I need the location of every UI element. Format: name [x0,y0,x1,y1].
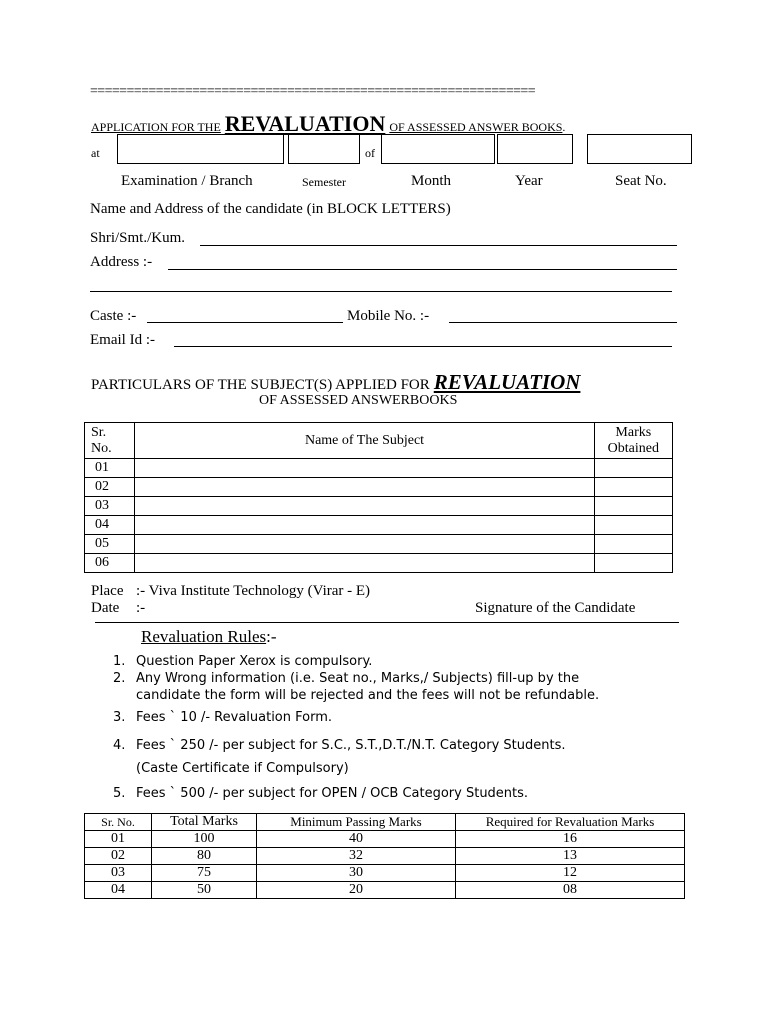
rules-heading-suffix: :- [266,627,277,646]
caste-input[interactable] [147,322,343,323]
marks-cell-value: 03 [85,865,152,882]
rule-number: 4. [113,738,126,753]
date-label: Date [91,600,120,616]
semester-input[interactable] [288,134,360,164]
rule-number: 5. [113,786,126,801]
marks-table-header: Total Marks [152,814,257,831]
particulars-heading-main: REVALUATION [433,370,581,394]
title-main: REVALUATION [224,111,386,136]
rules-heading [141,627,277,647]
title-suffix: OF ASSESSED ANSWER BOOKS [389,120,563,134]
marks-cell[interactable] [594,535,672,554]
mobile-label: Mobile No. :- [347,308,430,324]
rule-item-continued [136,688,599,703]
marks-cell-value: 12 [456,865,685,882]
marks-cell-value: 30 [257,865,456,882]
subject-name-cell[interactable] [135,497,594,516]
sr-header [85,423,135,459]
rule-item [113,738,566,753]
rule-text: Question Paper Xerox is compulsory. [136,654,373,669]
rule-text: Fees ` 250 /- per subject for S.C., S.T.,D.T./N.T. Category Students. [136,738,566,753]
month-input[interactable] [381,134,495,164]
name-label: Shri/Smt./Kum. [90,230,186,246]
subject-header: Name of The Subject [135,423,594,459]
subject-name-cell[interactable] [135,535,594,554]
rule-item-continued [136,761,349,776]
signature-label: Signature of the Candidate [475,600,636,616]
marks-table-header: Sr. No. [85,814,152,831]
title-prefix: APPLICATION FOR THE [91,120,221,134]
marks-table-row [85,848,685,865]
marks-cell-value: 32 [257,848,456,865]
subject-row [85,478,673,497]
marks-cell[interactable] [594,554,672,573]
marks-table-row [85,831,685,848]
marks-cell-value: 02 [85,848,152,865]
passing-marks-table [84,813,685,899]
of-label: of [365,146,375,160]
header-separator: ============================================================= [90,84,536,99]
subject-row-sr: 02 [85,478,135,497]
subject-row-sr: 01 [85,459,135,478]
subject-name-cell[interactable] [135,478,594,497]
marks-header-line1: Marks [615,424,652,440]
rule-text: Fees ` 500 /- per subject for OPEN / OCB Category Students. [136,786,529,801]
place-value: :- Viva Institute Technology (Virar - E) [136,583,371,599]
year-label: Year [515,173,543,189]
name-address-heading: Name and Address of the candidate (in BLOCK LETTERS) [90,201,451,217]
rule-number: 3. [113,710,126,725]
address-label: Address :- [90,254,153,270]
caste-label: Caste :- [90,308,137,324]
marks-table-row [85,882,685,899]
marks-table-header-row [85,814,685,831]
marks-cell-value: 40 [257,831,456,848]
particulars-heading-line2: OF ASSESSED ANSWERBOOKS [259,393,458,408]
footer-divider [95,622,679,623]
rule-text-line2: (Caste Certificate if Compulsory) [136,761,349,776]
place-label: Place [91,583,124,599]
seat-no-label: Seat No. [615,173,667,189]
subjects-header-row [85,423,673,459]
subject-row [85,554,673,573]
rule-number: 2. [113,671,126,686]
marks-cell[interactable] [594,459,672,478]
marks-cell-value: 04 [85,882,152,899]
marks-cell-value: 01 [85,831,152,848]
marks-cell-value: 50 [152,882,257,899]
marks-cell-value: 75 [152,865,257,882]
rules-heading-text: Revaluation Rules [141,627,267,646]
marks-cell-value: 100 [152,831,257,848]
marks-cell-value: 08 [456,882,685,899]
rule-text: Fees ` 10 /- Revaluation Form. [136,710,333,725]
subject-name-cell[interactable] [135,459,594,478]
rule-item [113,671,579,686]
seat-no-input[interactable] [587,134,692,164]
particulars-heading [91,370,580,395]
marks-cell-value: 13 [456,848,685,865]
mobile-input[interactable] [449,322,677,323]
rule-text: Any Wrong information (i.e. Seat no., Marks,/ Subjects) fill-up by the [136,671,580,686]
subject-name-cell[interactable] [135,554,594,573]
date-value: :- [136,600,146,616]
sr-header-line2: No. [91,440,112,456]
subject-row [85,497,673,516]
marks-cell-value: 16 [456,831,685,848]
marks-table-header: Minimum Passing Marks [257,814,456,831]
address-input[interactable] [168,269,677,270]
title-end: . [562,120,566,134]
marks-header-line2: Obtained [607,440,659,456]
marks-cell-value: 20 [257,882,456,899]
exam-branch-input[interactable] [117,134,284,164]
rule-item [113,786,528,801]
marks-table-row [85,865,685,882]
rule-item [113,710,332,725]
particulars-heading-prefix: PARTICULARS OF THE SUBJECT(S) APPLIED FOR [91,377,430,393]
rule-number: 1. [113,654,126,669]
rule-text-line2: candidate the form will be rejected and the fees will not be refundable. [136,688,600,703]
subject-row [85,459,673,478]
rule-item [113,654,372,669]
subject-name-cell[interactable] [135,516,594,535]
email-label: Email Id :- [90,332,155,348]
marks-table-header: Required for Revaluation Marks [456,814,685,831]
subject-row-sr: 03 [85,497,135,516]
subject-row [85,516,673,535]
semester-label: Semester [302,175,346,189]
email-input[interactable] [174,346,672,347]
subject-row-sr: 06 [85,554,135,573]
marks-cell[interactable] [594,478,672,497]
exam-branch-label: Examination / Branch [121,173,253,189]
marks-cell[interactable] [594,497,672,516]
marks-cell-value: 80 [152,848,257,865]
marks-header [594,423,672,459]
subject-row-sr: 05 [85,535,135,554]
name-input[interactable] [200,245,677,246]
at-label: at [91,146,100,160]
year-input[interactable] [497,134,573,164]
sr-header-line1: Sr. [91,424,107,440]
subject-row [85,535,673,554]
address-input-line2[interactable] [90,291,672,292]
subject-row-sr: 04 [85,516,135,535]
month-label: Month [411,173,452,189]
marks-cell[interactable] [594,516,672,535]
subjects-table [84,422,673,573]
